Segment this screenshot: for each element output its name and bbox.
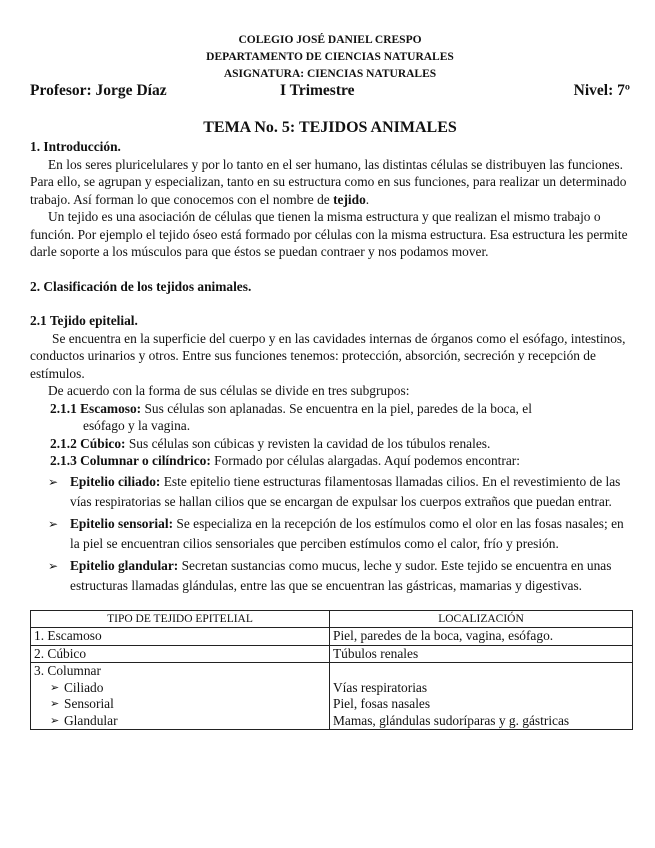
subgroup-cubic: 2.1.2 Cúbico: Sus células son cúbicas y revisten la cavidad de los túbulos renales. [50,435,491,451]
arrowhead-bullet-icon: ➢ [50,698,60,710]
epithelial-paragraph-1: Se encuentra en la superficie del cuerpo y en las cavidades internas de órganos como el esófago, intestinos, conductos urinarios y otros. Entre sus funciones tenemos: protección, absorción, secreción y recepción de estímulos. [30,330,626,381]
teacher-row [30,82,630,104]
level: Nivel: 7º [573,82,630,99]
arrowhead-bullet-icon: ➢ [48,474,59,489]
table-cell: 2. Cúbico [31,645,330,663]
column-header-location: LOCALIZACIÓN [330,610,633,628]
classification-heading: 2. Clasificación de los tejidos animales. [30,278,252,294]
column-header-type: TIPO DE TEJIDO EPITELIAL [31,610,330,628]
arrowhead-bullet-icon: ➢ [50,681,60,694]
table-cell: Piel, paredes de la boca, vagina, esófago. [330,628,633,646]
table-cell: Vías respiratorias Piel, fosas nasales Mamas, glándulas sudoríparas y g. gástricas [330,663,633,730]
list-item-ciliated: ➢ Epitelio ciliado: Este epitelio tiene estructuras filamentosas llamadas cilios. En el revestimiento de las vías respiratorias se hallan cilios que se encargan de expulsar los cuerpos extraños que puedan entrar. [48,473,621,509]
teacher-name: Profesor: Jorge Díaz [30,82,167,99]
intro-paragraph-1: En los seres pluricelulares y por lo tanto en el ser humano, las distintas células se distribuyen las funciones. Para ello, se agrupan y especializan, tanto en su estructura como en sus funciones, para realizar un determinado trabajo. Así forman lo que conocemos con el nombre de tejido. [30,156,627,207]
epithelial-paragraph-2: De acuerdo con la forma de sus células se divide en tres subgrupos: [48,383,410,398]
department-name: DEPARTAMENTO DE CIENCIAS NATURALES [206,51,454,63]
table-row [31,628,633,646]
table-header-row [31,610,633,628]
page-title: TEMA No. 5: TEJIDOS ANIMALES [203,119,457,136]
term: I Trimestre [280,82,355,99]
subgroup-squamous: 2.1.1 Escamoso: Sus células son aplanadas. Se encuentra en la piel, paredes de la boca, el esófago y la vagina. [50,400,532,433]
arrowhead-bullet-icon: ➢ [48,558,59,573]
table-cell: 1. Escamoso [31,628,330,646]
epithelial-tissue-table [30,610,633,731]
arrowhead-bullet-icon: ➢ [50,714,60,727]
list-item-glandular: ➢ Epitelio glandular: Secretan sustancias como mucus, leche y sudor. Este tejido se encuentra en unas estructuras llamadas glándulas, entre las que se encuentran las gástricas, mamarias y digestivas. [48,557,612,593]
intro-paragraph-2: Un tejido es una asociación de células que tienen la misma estructura y que realizan el mismo trabajo o función. Por ejemplo el tejido óseo está formado por células con la misma estructura. Esa estructura les permite darle soporte a los músculos para que éstos se puedan contraer y nos podamos mover. [30,209,628,259]
intro-heading: 1. Introducción. [30,139,121,154]
epithelial-heading: 2.1 Tejido epitelial. [30,313,138,328]
arrowhead-bullet-icon: ➢ [48,516,59,531]
document-page [30,32,630,730]
term-tejido: tejido [333,191,366,207]
table-row [31,663,633,730]
school-name: COLEGIO JOSÉ DANIEL CRESPO [238,34,422,46]
table-cell: 3. Columnar ➢ Ciliado ➢ Sensorial ➢ Glandular [31,663,330,730]
list-item-sensory: ➢ Epitelio sensorial: Se especializa en la recepción de los estímulos como el olor en las fosas nasales; en la piel se encuentran cilios sensoriales que perciben estímulos como el calor, frío y presión. [48,515,624,551]
subject-name: ASIGNATURA: CIENCIAS NATURALES [223,68,437,80]
table-cell: Túbulos renales [330,645,633,663]
table-row [31,645,633,663]
subgroup-columnar: 2.1.3 Columnar o cilíndrico: Formado por células alargadas. Aquí podemos encontrar: [50,453,520,468]
